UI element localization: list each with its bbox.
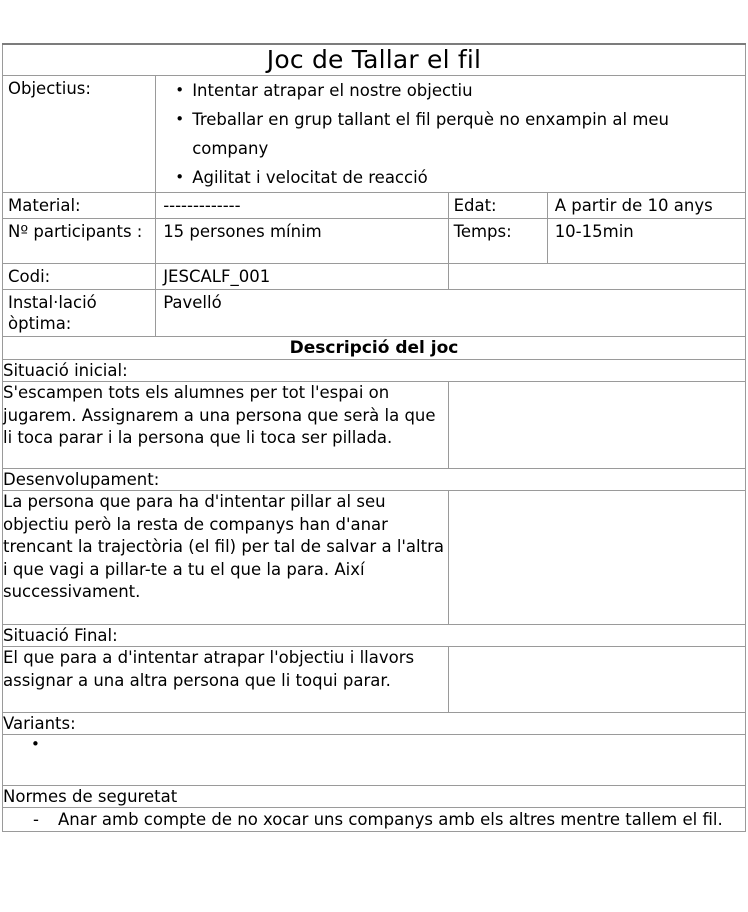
- material-value-cell: [156, 193, 448, 219]
- edat-value: A partir de 10 anys: [554, 196, 713, 215]
- safety-heading: Normes de seguretat: [3, 786, 746, 808]
- safety-body-cell: [3, 808, 746, 832]
- desenvolupament-body: La persona que para ha d'intentar pillar al seu objectiu però la resta de companys han d'anar trencant la trajectòria (el fil) per tal de salvar a l'altra i que vagi a pillar-te a tu el que la para. Així successivament.: [3, 491, 449, 625]
- installation-label-cell: [3, 290, 156, 337]
- list-item: [3, 735, 745, 753]
- edat-label: Edat:: [453, 196, 497, 215]
- material-label: Material:: [8, 196, 81, 215]
- temps-label-cell: [448, 219, 547, 264]
- situacio-inicial-heading: Situació inicial:: [3, 360, 746, 382]
- safety-list: [3, 808, 745, 831]
- table-row: [3, 290, 746, 337]
- list-item: • Intentar atrapar el nostre objectiu: [156, 76, 745, 105]
- participants-value: 15 persones mínim: [163, 222, 322, 241]
- objectives-row: [3, 76, 746, 193]
- table-row: [3, 219, 746, 264]
- objectives-label-cell: [3, 76, 156, 193]
- title-cell: [3, 44, 746, 76]
- variants-body-row: [3, 735, 746, 786]
- objectives-list: [156, 76, 745, 192]
- variants-list: [3, 735, 745, 753]
- section-heading-row: [3, 469, 746, 491]
- description-banner-row: [3, 337, 746, 360]
- section-body-row: [3, 491, 746, 625]
- variants-heading: Variants:: [3, 713, 746, 735]
- objectives-list-cell: [156, 76, 746, 193]
- situacio-final-body: El que para a d'intentar atrapar l'objectiu i llavors assignar a una altra persona que li toqui parar.: [3, 647, 449, 713]
- page-title: Joc de Tallar el fil: [266, 45, 482, 74]
- list-item: • Agilitat i velocitat de reacció: [156, 163, 745, 192]
- codi-empty-cell: [448, 264, 745, 290]
- codi-label-cell: [3, 264, 156, 290]
- situacio-inicial-body: S'escampen tots els alumnes per tot l'espai on jugarem. Assignarem a una persona que serà la que li toca parar i la persona que li toca ser pillada.: [3, 382, 449, 469]
- edat-label-cell: [448, 193, 547, 219]
- game-sheet-table: [2, 43, 746, 832]
- edat-value-cell: [547, 193, 745, 219]
- temps-value-cell: [547, 219, 745, 264]
- situacio-final-empty: [448, 647, 745, 713]
- material-label-cell: [3, 193, 156, 219]
- codi-empty-value: [449, 264, 745, 268]
- installation-value-cell: [156, 290, 746, 337]
- section-heading-row: [3, 625, 746, 647]
- desenvolupament-empty: [448, 491, 745, 625]
- installation-label: Instal·lació òptima:: [8, 293, 97, 333]
- description-banner: Descripció del joc: [3, 337, 746, 360]
- codi-value: JESCALF_001: [163, 267, 271, 286]
- table-row: [3, 193, 746, 219]
- desenvolupament-heading: Desenvolupament:: [3, 469, 746, 491]
- participants-value-cell: [156, 219, 448, 264]
- objectives-label: Objectius:: [8, 79, 91, 98]
- installation-value: Pavelló: [163, 293, 222, 312]
- section-heading-row: [3, 360, 746, 382]
- section-body-row: [3, 647, 746, 713]
- material-value: -------------: [163, 196, 241, 215]
- temps-value: 10-15min: [554, 222, 634, 241]
- codi-value-cell: [156, 264, 448, 290]
- temps-label: Temps:: [453, 222, 512, 241]
- list-item: • Treballar en grup tallant el fil perquè no enxampin al meu company: [156, 105, 745, 163]
- situacio-final-heading: Situació Final:: [3, 625, 746, 647]
- table-row: [3, 264, 746, 290]
- safety-body-row: [3, 808, 746, 832]
- list-item: - Anar amb compte de no xocar uns companys amb els altres mentre tallem el fil.: [3, 808, 745, 831]
- participants-label-cell: [3, 219, 156, 264]
- safety-heading-row: [3, 786, 746, 808]
- variants-heading-row: [3, 713, 746, 735]
- codi-label: Codi:: [8, 267, 51, 286]
- section-body-row: [3, 382, 746, 469]
- variants-body-cell: [3, 735, 746, 786]
- situacio-inicial-empty: [448, 382, 745, 469]
- participants-label: Nº participants :: [8, 222, 143, 241]
- title-row: [3, 44, 746, 76]
